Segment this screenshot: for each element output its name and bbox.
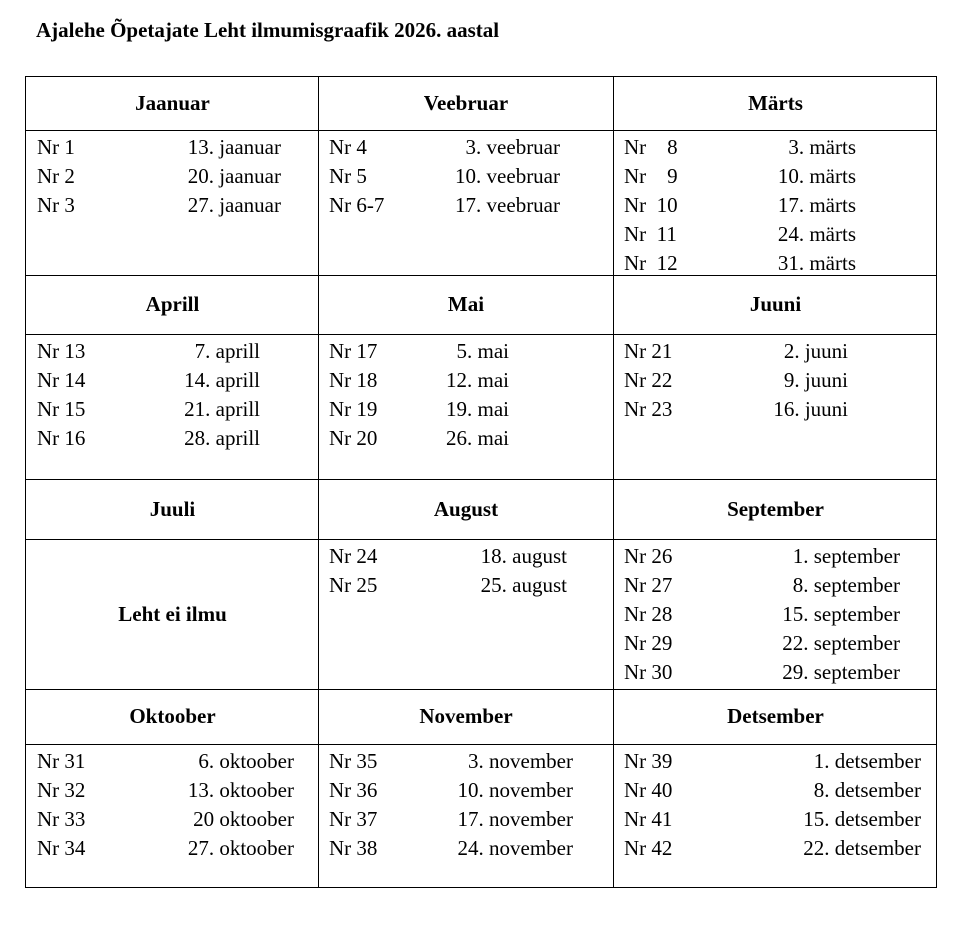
issue-row <box>614 249 937 278</box>
issue-date: 3. veebruar <box>465 135 560 159</box>
issue-number: Nr 13 <box>37 339 86 363</box>
issue-number: Nr 38 <box>329 836 378 860</box>
issue-number: Nr 1 <box>37 135 75 159</box>
issue-number: Nr 19 <box>329 397 378 421</box>
month-issues-juuni <box>614 334 937 424</box>
issue-row <box>27 395 318 424</box>
issue-date: 24. november <box>457 836 573 860</box>
issue-row <box>614 629 937 658</box>
issue-date: 19. mai <box>446 397 509 421</box>
issue-row <box>614 542 937 571</box>
issue-date: 28. aprill <box>184 426 260 450</box>
issue-row <box>319 337 613 366</box>
issue-date: 2. juuni <box>783 339 848 363</box>
issue-number: Nr 18 <box>329 368 378 392</box>
issue-number: Nr 20 <box>329 426 378 450</box>
issue-number: Nr 15 <box>37 397 86 421</box>
issue-date: 15. detsember <box>803 807 921 831</box>
issue-date: 1. september <box>792 544 900 568</box>
issue-number: Nr 36 <box>329 778 378 802</box>
issue-number: Nr 2 <box>37 164 75 188</box>
issue-number: Nr 24 <box>329 544 378 568</box>
issue-row <box>614 395 937 424</box>
issue-date: 13. oktoober <box>187 778 294 802</box>
issue-row <box>614 600 937 629</box>
issue-row <box>319 366 613 395</box>
month-issues-detsember <box>614 744 937 863</box>
issue-number: Nr 26 <box>624 544 673 568</box>
issue-number: Nr 39 <box>624 749 673 773</box>
issue-number: Nr 6-7 <box>329 193 385 217</box>
month-issues-mai <box>319 334 613 453</box>
issue-row <box>319 133 613 162</box>
issue-row <box>614 191 937 220</box>
issue-number: Nr 33 <box>37 807 86 831</box>
month-header-september: September <box>727 496 824 521</box>
issue-number: Nr 3 <box>37 193 75 217</box>
issue-date: 22. september <box>782 631 900 655</box>
issue-date: 5. mai <box>456 339 509 363</box>
issue-date: 25. august <box>480 573 567 597</box>
issue-number: Nr 9 <box>624 164 678 188</box>
issue-date: 14. aprill <box>184 368 260 392</box>
issue-date: 18. august <box>480 544 567 568</box>
issue-row <box>614 337 937 366</box>
issue-date: 9. juuni <box>783 368 848 392</box>
issue-number: Nr 34 <box>37 836 86 860</box>
issue-row <box>614 658 937 687</box>
issue-date: 20 oktoober <box>193 807 294 831</box>
issue-row <box>614 571 937 600</box>
month-issues-oktoober <box>27 744 318 863</box>
issue-date: 17. november <box>457 807 573 831</box>
issue-date: 3. november <box>468 749 573 773</box>
issue-row <box>27 424 318 453</box>
issue-date: 22. detsember <box>803 836 921 860</box>
issue-number: Nr 31 <box>37 749 86 773</box>
issue-date: 24. märts <box>777 222 856 246</box>
issue-number: Nr 11 <box>624 222 677 246</box>
issue-row <box>614 220 937 249</box>
issue-number: Nr 37 <box>329 807 378 831</box>
month-header-oktoober: Oktoober <box>129 704 216 728</box>
month-header-jaanuar: Jaanuar <box>135 91 210 115</box>
issue-number: Nr 17 <box>329 339 378 363</box>
issue-number: Nr 42 <box>624 836 673 860</box>
issue-date: 15. september <box>782 602 900 626</box>
month-issues-aprill <box>27 334 318 453</box>
issue-date: 8. detsember <box>813 778 921 802</box>
issue-number: Nr 22 <box>624 368 673 392</box>
issue-number: Nr 30 <box>624 660 673 684</box>
issue-number: Nr 27 <box>624 573 673 597</box>
month-issues-märts <box>614 130 937 278</box>
issue-row <box>27 805 318 834</box>
issue-date: 21. aprill <box>184 397 260 421</box>
issue-date: 29. september <box>782 660 900 684</box>
issue-row <box>319 424 613 453</box>
issue-number: Nr 10 <box>624 193 678 217</box>
month-issues-september <box>614 539 937 687</box>
issue-row <box>27 337 318 366</box>
schedule-table <box>25 76 937 888</box>
issue-row <box>614 366 937 395</box>
issue-row <box>319 805 613 834</box>
month-issues-veebruar <box>319 130 613 220</box>
issue-number: Nr 14 <box>37 368 86 392</box>
issue-number: Nr 40 <box>624 778 673 802</box>
issue-row <box>614 747 937 776</box>
month-header-veebruar: Veebruar <box>423 91 509 115</box>
no-issue-note: Leht ei ilmu <box>118 601 227 626</box>
issue-date: 6. oktoober <box>198 749 294 773</box>
issue-row <box>27 366 318 395</box>
month-issues-august <box>319 539 613 600</box>
issue-row <box>319 834 613 863</box>
issue-date: 17. märts <box>777 193 856 217</box>
issue-date: 3. märts <box>788 135 856 159</box>
issue-row <box>614 834 937 863</box>
issue-row <box>614 162 937 191</box>
month-header-mai: Mai <box>447 292 485 316</box>
issue-date: 10. märts <box>777 164 856 188</box>
month-issues-november <box>319 744 613 863</box>
issue-row <box>27 191 318 220</box>
issue-number: Nr 32 <box>37 778 86 802</box>
issue-date: 26. mai <box>446 426 509 450</box>
issue-date: 10. november <box>457 778 573 802</box>
issue-row <box>27 747 318 776</box>
issue-number: Nr 41 <box>624 807 673 831</box>
issue-row <box>319 542 613 571</box>
issue-row <box>319 776 613 805</box>
issue-date: 12. mai <box>446 368 509 392</box>
issue-number: Nr 21 <box>624 339 673 363</box>
issue-date: 31. märts <box>777 251 856 275</box>
issue-number: Nr 28 <box>624 602 673 626</box>
issue-date: 27. oktoober <box>187 836 294 860</box>
issue-number: Nr 4 <box>329 135 367 159</box>
issue-date: 7. aprill <box>194 339 260 363</box>
issue-number: Nr 8 <box>624 135 678 159</box>
issue-date: 13. jaanuar <box>187 135 281 159</box>
issue-row <box>27 776 318 805</box>
issue-row <box>319 395 613 424</box>
issue-row <box>319 747 613 776</box>
issue-date: 17. veebruar <box>455 193 560 217</box>
issue-row <box>319 571 613 600</box>
issue-number: Nr 35 <box>329 749 378 773</box>
issue-row <box>614 805 937 834</box>
issue-row <box>27 162 318 191</box>
month-header-aprill: Aprill <box>145 292 200 316</box>
issue-date: 1. detsember <box>813 749 921 773</box>
issue-row <box>27 133 318 162</box>
month-issues-jaanuar <box>27 130 318 220</box>
issue-date: 20. jaanuar <box>187 164 281 188</box>
issue-date: 8. september <box>792 573 900 597</box>
issue-date: 10. veebruar <box>455 164 560 188</box>
month-header-august: August <box>433 496 499 521</box>
issue-row <box>614 776 937 805</box>
issue-number: Nr 5 <box>329 164 367 188</box>
month-header-juuni: Juuni <box>749 292 802 316</box>
month-header-detsember: Detsember <box>727 704 824 728</box>
issue-date: 16. juuni <box>773 397 848 421</box>
issue-row <box>614 133 937 162</box>
issue-date: 27. jaanuar <box>187 193 281 217</box>
month-header-november: November <box>419 704 513 728</box>
month-header-juuli: Juuli <box>149 496 196 521</box>
issue-row <box>319 162 613 191</box>
issue-number: Nr 25 <box>329 573 378 597</box>
issue-number: Nr 12 <box>624 251 678 275</box>
issue-row <box>27 834 318 863</box>
month-header-märts: Märts <box>748 91 803 115</box>
issue-row <box>319 191 613 220</box>
issue-number: Nr 16 <box>37 426 86 450</box>
issue-number: Nr 29 <box>624 631 673 655</box>
issue-number: Nr 23 <box>624 397 673 421</box>
page-title: Ajalehe Õpetajate Leht ilmumisgraafik 2026. aastal <box>36 18 500 42</box>
